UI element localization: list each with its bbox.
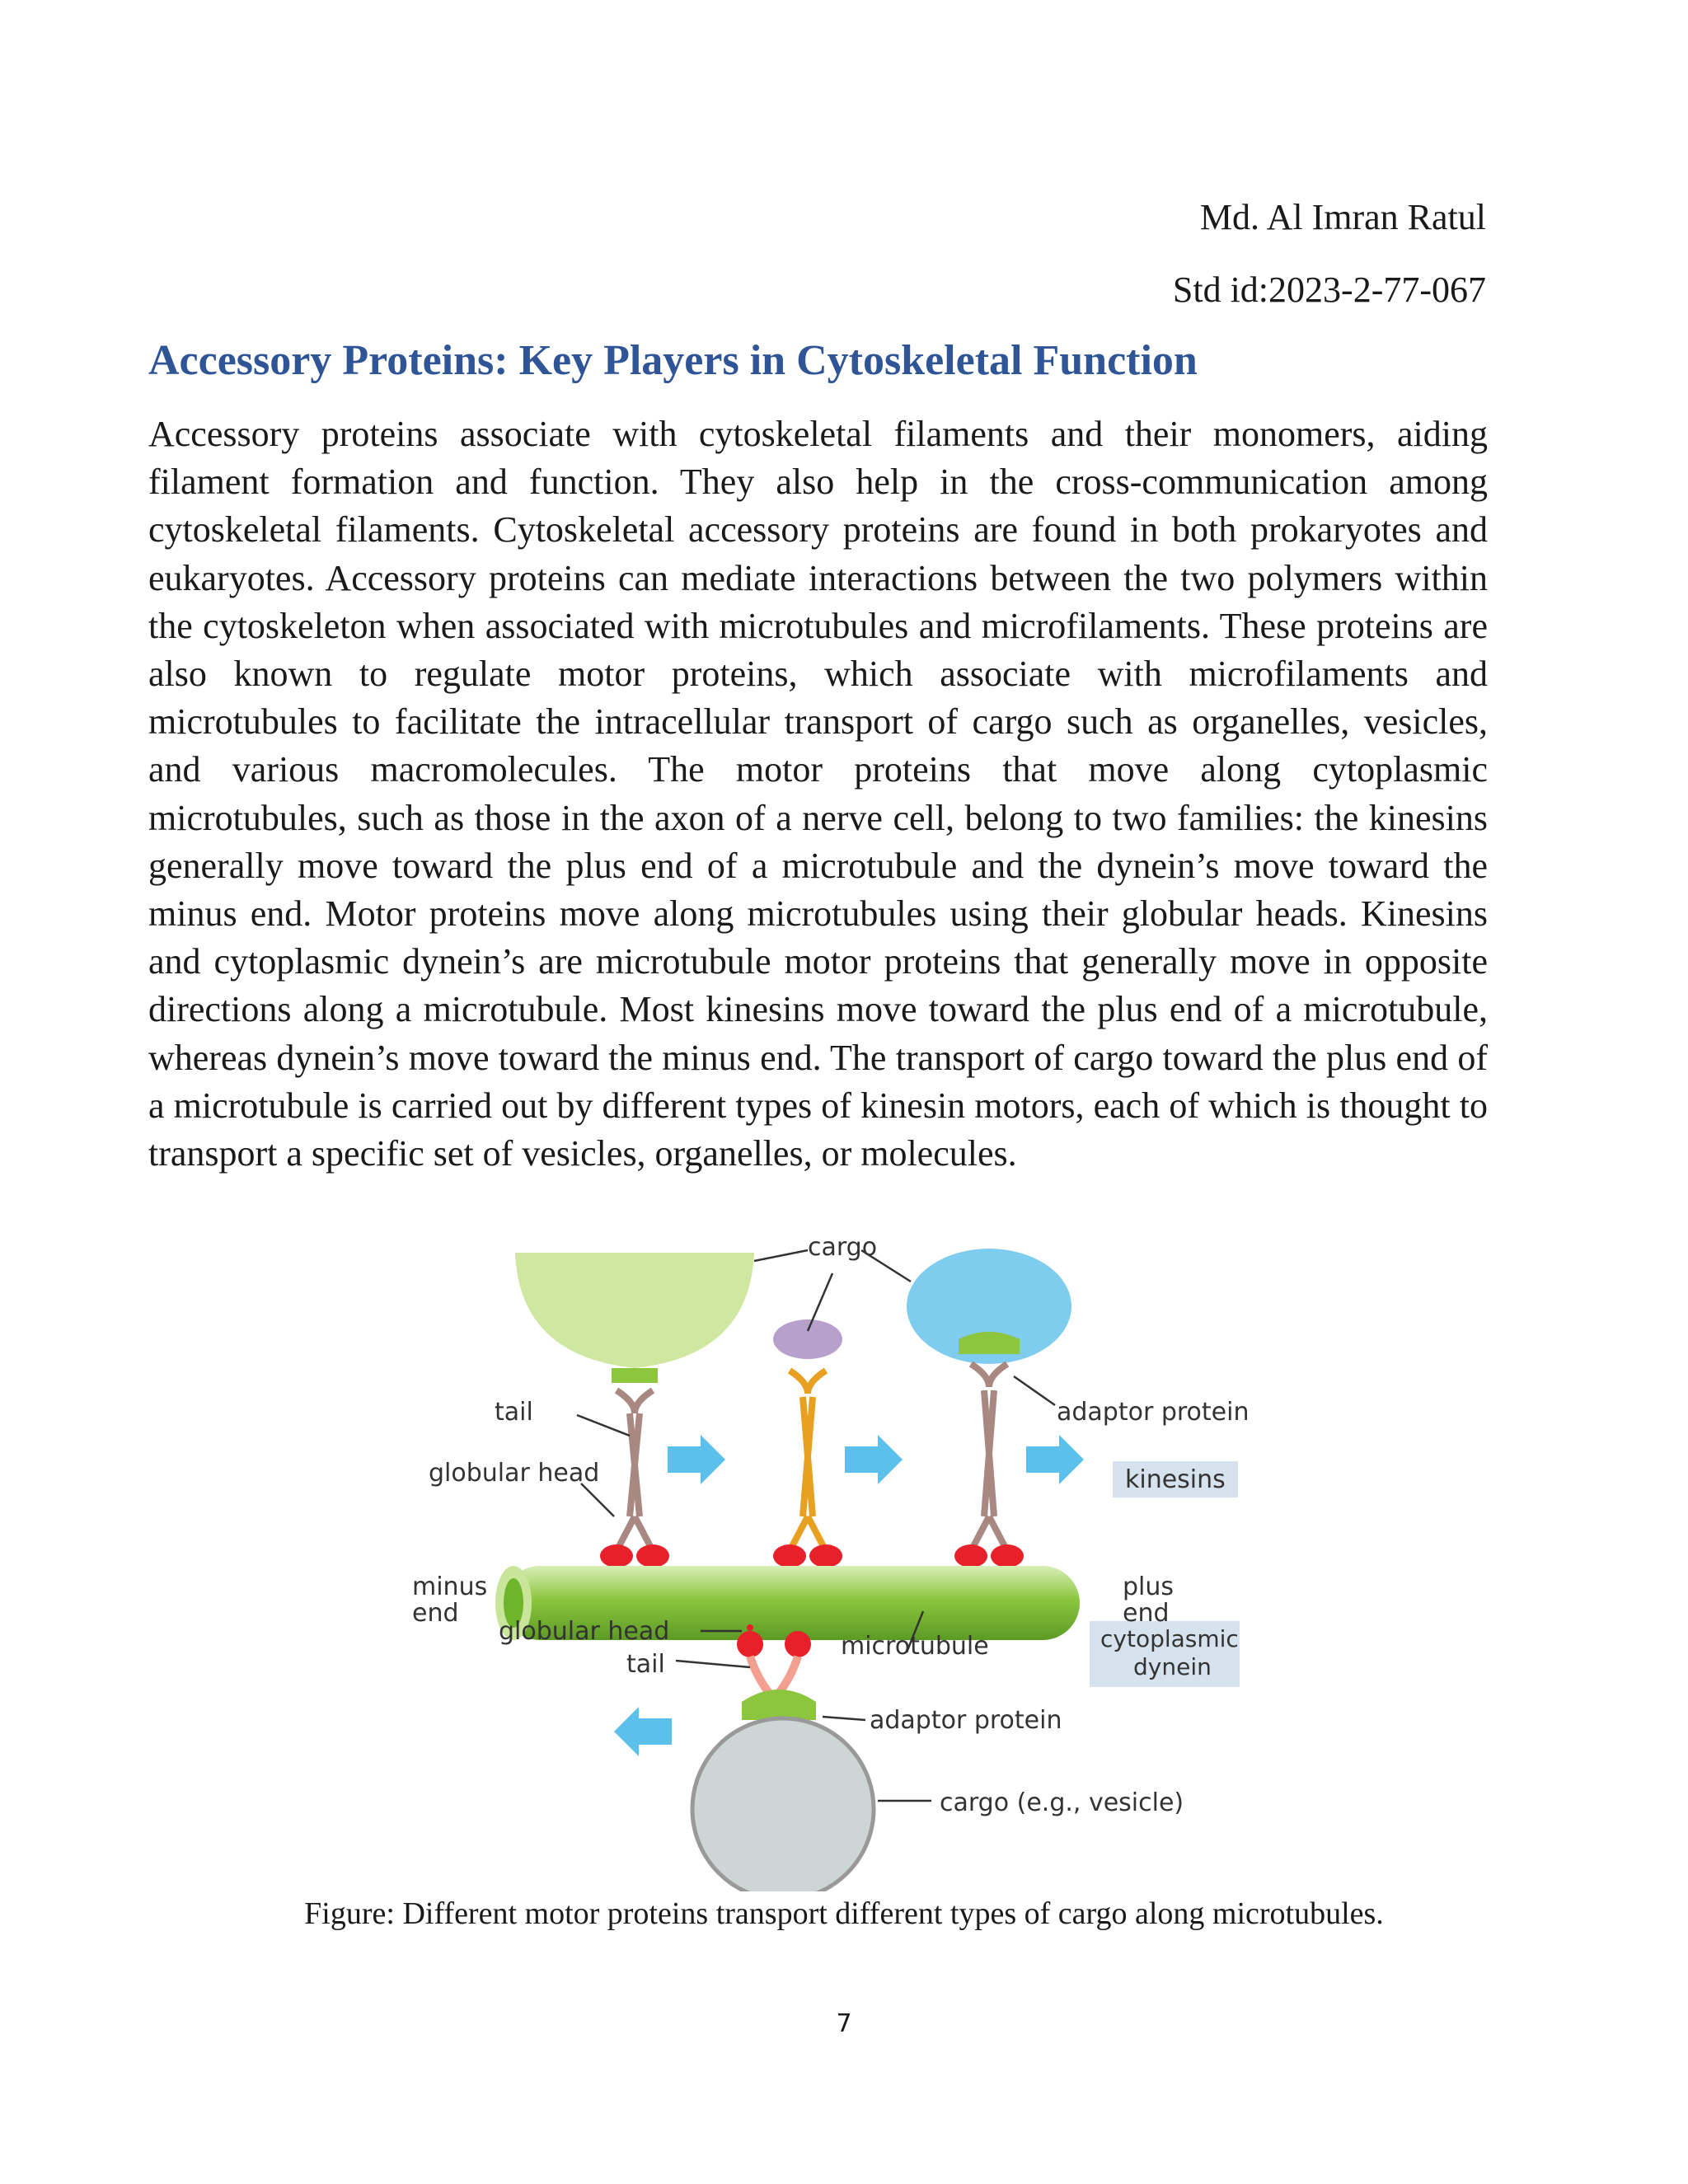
label-dynein: dynein: [1133, 1653, 1212, 1680]
dynein-arrow: [614, 1707, 672, 1756]
label-plus-end: end: [1123, 1599, 1170, 1628]
label-cargo-vesicle: cargo (e.g., vesicle): [940, 1788, 1184, 1817]
dynein-adaptor-shape: [742, 1690, 816, 1720]
label-globular-head-bottom: globular head: [499, 1617, 670, 1646]
label-adaptor-protein-bottom: adaptor protein: [870, 1706, 1062, 1735]
figure-svg: [396, 1232, 1253, 1891]
section-title: Accessory Proteins: Key Players in Cytoskeletal Function: [148, 337, 1198, 384]
kinesin-middle: [790, 1371, 826, 1551]
label-cytoplasmic: cytoplasmic: [1100, 1625, 1239, 1652]
label-minus-end: end: [412, 1599, 459, 1628]
cargo-middle-shape: [773, 1319, 842, 1359]
label-adaptor-protein-top: adaptor protein: [1057, 1398, 1250, 1427]
label-kinesins: kinesins: [1125, 1465, 1226, 1494]
label-globular-head-top: globular head: [429, 1459, 600, 1488]
kinesin-arrows: [668, 1435, 1084, 1484]
label-plus: plus: [1123, 1572, 1175, 1601]
motor-protein-figure: [396, 1232, 1253, 1891]
label-microtubule: microtubule: [841, 1632, 989, 1661]
label-tail-top: tail: [495, 1398, 533, 1427]
cargo-left-shape: [515, 1253, 754, 1368]
adaptor-left-shape: [612, 1368, 658, 1383]
label-tail-bottom: tail: [626, 1650, 665, 1679]
kinesin-right: [971, 1364, 1007, 1551]
student-id: Std id:2023-2-77-067: [1172, 269, 1486, 310]
dynein-cargo-shape: [692, 1718, 874, 1891]
label-minus: minus: [412, 1572, 488, 1601]
label-cargo: cargo: [808, 1233, 878, 1262]
page-number: 7: [836, 2009, 852, 2038]
body-paragraph: Accessory proteins associate with cytoskeletal filaments and their monomers, aiding filament formation and function. They also help in the cross-communication among cytoskeletal filaments. Cytoskeletal accessory proteins are found in both prokaryotes and eukaryotes. Accessory proteins can mediate interactions between the two polymers within the cytoskeleton when associated with microtubules and microfilaments. These proteins are also known to regulate motor proteins, which associate with microfilaments and microtubules to facilitate the intracellular transport of cargo such as organelles, vesicles, and various macromolecules. The motor proteins that move along cytoplasmic microtubules, such as those in the axon of a nerve cell, belong to two families: the kinesins generally move toward the plus end of a microtubule and the dynein’s move toward the minus end. Motor proteins move along microtubules using their globular heads. Kinesins and cytoplasmic dynein’s are microtubule motor proteins that generally move in opposite directions along a microtubule. Most kinesins move toward the plus end of a microtubule, whereas dynein’s move toward the minus end. The transport of cargo toward the plus end of a microtubule is carried out by different types of kinesin motors, each of which is thought to transport a specific set of vesicles, organelles, or molecules.: [148, 414, 1488, 1174]
kinesin-heads: [600, 1544, 1024, 1568]
figure-caption: Figure: Different motor proteins transport different types of cargo along microtubules.: [304, 1896, 1384, 1931]
kinesin-left: [617, 1390, 653, 1551]
author-name: Md. Al Imran Ratul: [1199, 197, 1486, 237]
